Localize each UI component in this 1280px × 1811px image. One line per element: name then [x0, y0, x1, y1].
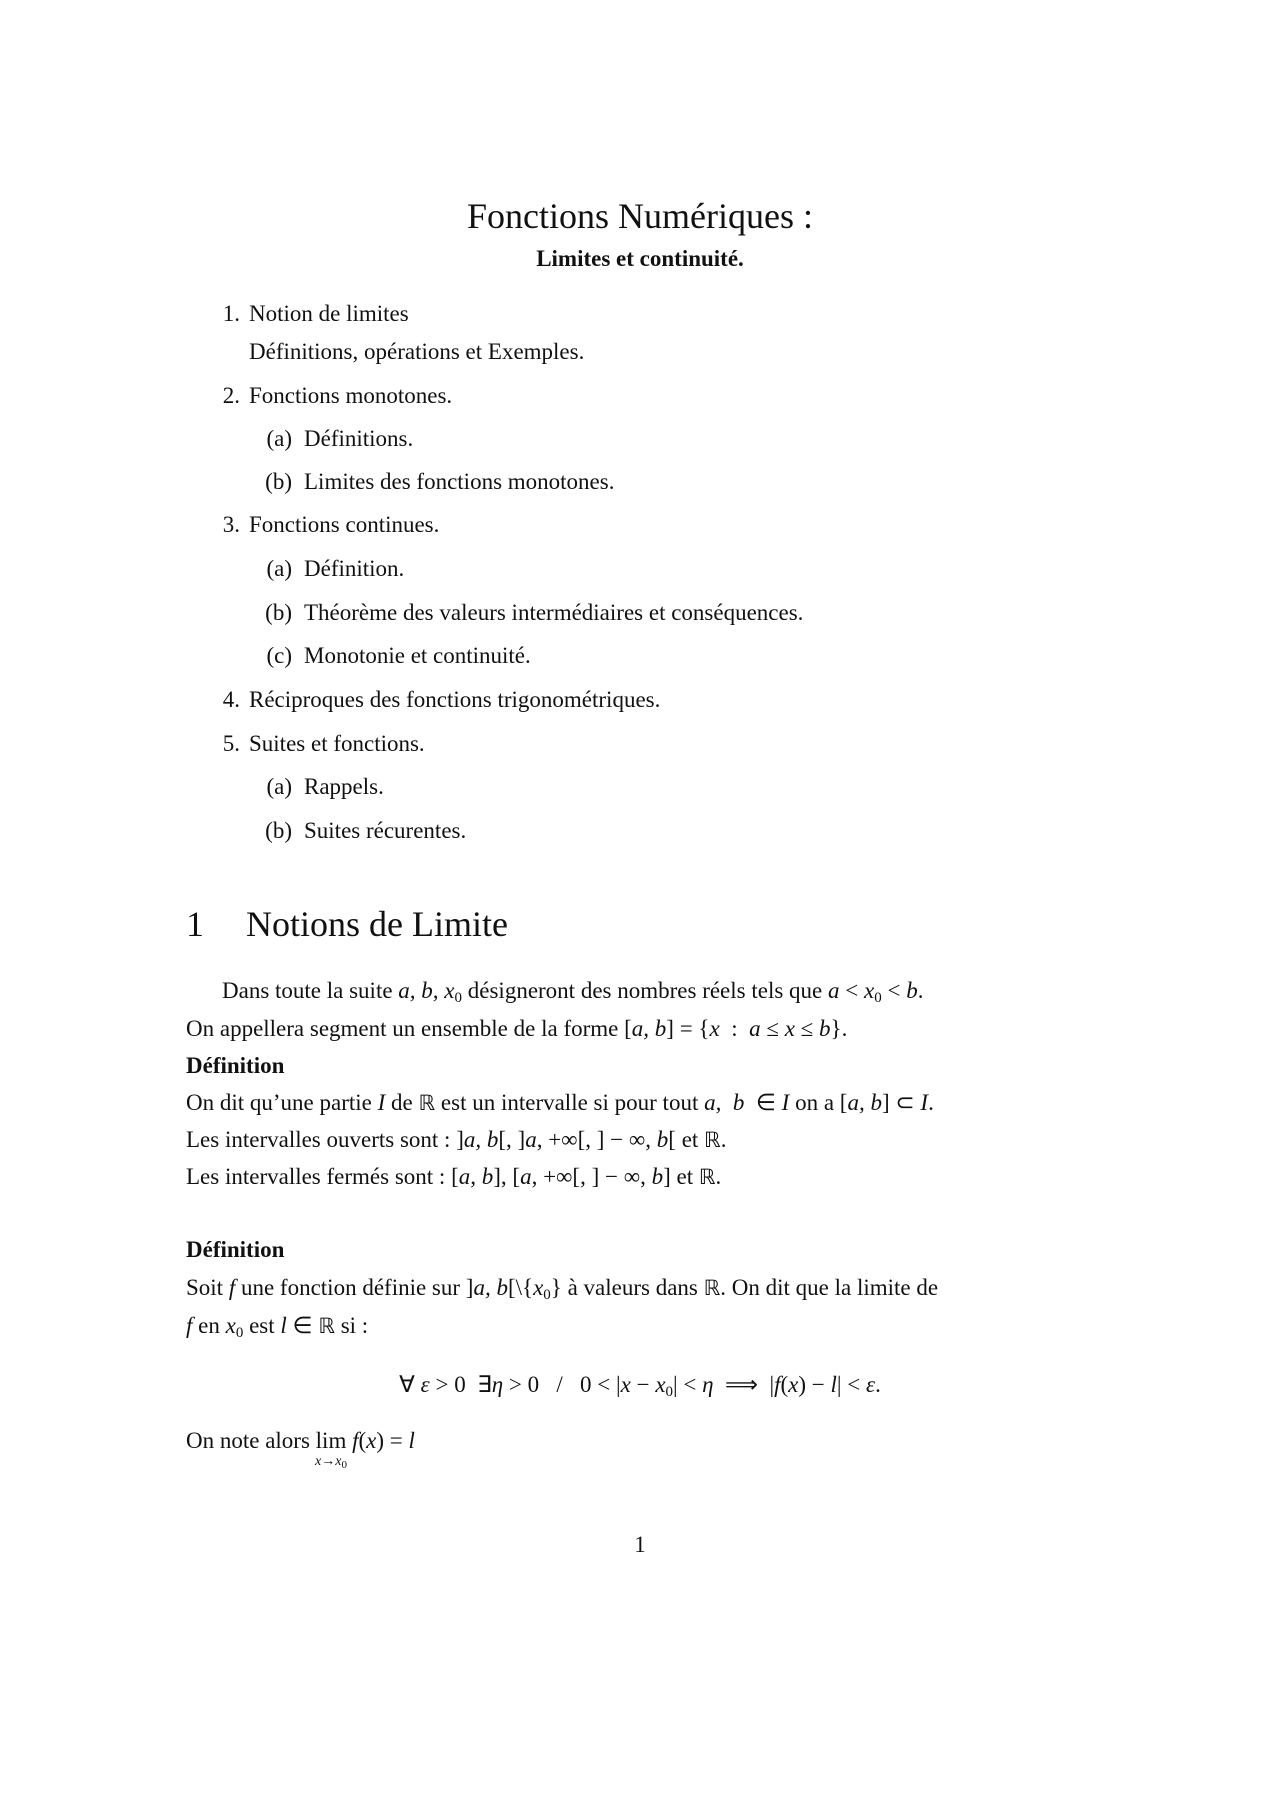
toc-subitem-number: (c): [266, 643, 292, 668]
toc-item-number: 1.: [222, 301, 240, 326]
paragraph-line: On dit qu’une partie I de ℝ est un intervalle si pour tout a, b ∈ I on a [a, b] ⊂ I.: [186, 1090, 934, 1115]
section-title-text: Notions de Limite: [246, 904, 508, 944]
section-heading: [186, 903, 508, 945]
toc-subitem-number: (b): [265, 818, 292, 843]
paragraph-line: Dans toute la suite a, b, $x_0$ désigneront des nombres réels tels que $a < x_0 < b$.: [222, 978, 924, 1006]
toc-subitem-label: Rappels.: [304, 774, 384, 799]
paragraph-line: f en $x_0$ est l ∈ ℝ si :: [186, 1313, 369, 1341]
display-formula: ∀ ε > 0 ∃η > $0 / 0 < |x - x_0| < \eta$ ⟹ |f(x) − l| < ε.: [399, 1372, 881, 1400]
toc-item-label: Suites et fonctions.: [249, 731, 425, 756]
toc-subitem-label: Limites des fonctions monotones.: [304, 469, 615, 494]
toc-item-label: Fonctions continues.: [249, 512, 440, 537]
toc-subitem-label: Théorème des valeurs intermédiaires et conséquences.: [304, 600, 804, 625]
paragraph-line: On note alors lim $x\to x_0$ f(x) = l: [186, 1428, 415, 1471]
document-title: Fonctions Numériques :: [467, 196, 813, 236]
paragraph-line: Soit f une fonction définie sur ]a, $b[\backslash\{x_0\}$ à valeurs dans ℝ. On dit que la limite de: [186, 1275, 939, 1303]
toc-item-number: 4.: [222, 687, 240, 712]
toc-item-label: Réciproques des fonctions trigonométriques.: [249, 687, 661, 712]
section-number: 1: [186, 904, 204, 944]
toc-item-number: 5.: [222, 731, 240, 756]
page-number: 1: [634, 1532, 646, 1557]
toc-subitem-number: (b): [265, 469, 292, 494]
toc-subitem-number: (a): [266, 426, 292, 451]
toc-subitem-number: (a): [266, 774, 292, 799]
toc-subitem-label: Définition.: [304, 556, 405, 581]
document-subtitle: Limites et continuité.: [536, 246, 744, 271]
definition-heading: Définition: [186, 1053, 285, 1078]
toc-subitem-number: (b): [265, 600, 292, 625]
toc-item-label: Notion de limites: [249, 301, 409, 326]
toc-item-number: 2.: [222, 383, 240, 408]
paragraph-line: On appellera segment un ensemble de la forme [a, b] = {x : a ≤ x ≤ b}.: [186, 1016, 848, 1041]
toc-subitem-number: (a): [266, 556, 292, 581]
toc-subitem-label: Suites récurentes.: [304, 818, 467, 843]
toc-item-extra-label: Définitions, opérations et Exemples.: [249, 339, 585, 364]
paragraph-line: Les intervalles ouverts sont : ]a, b[, ]a, +∞[, ] − ∞, b[ et ℝ.: [186, 1127, 727, 1152]
definition-heading: Définition: [186, 1237, 285, 1262]
toc-subitem-label: Définitions.: [304, 426, 414, 451]
toc-item-label: Fonctions monotones.: [249, 383, 453, 408]
toc-subitem-label: Monotonie et continuité.: [304, 643, 531, 668]
toc-item-number: 3.: [222, 512, 240, 537]
paragraph-line: Les intervalles fermés sont : [a, b], [a, +∞[, ] − ∞, b] et ℝ.: [186, 1164, 722, 1189]
limit-operator: lim $x\to x_0$: [315, 1428, 347, 1471]
